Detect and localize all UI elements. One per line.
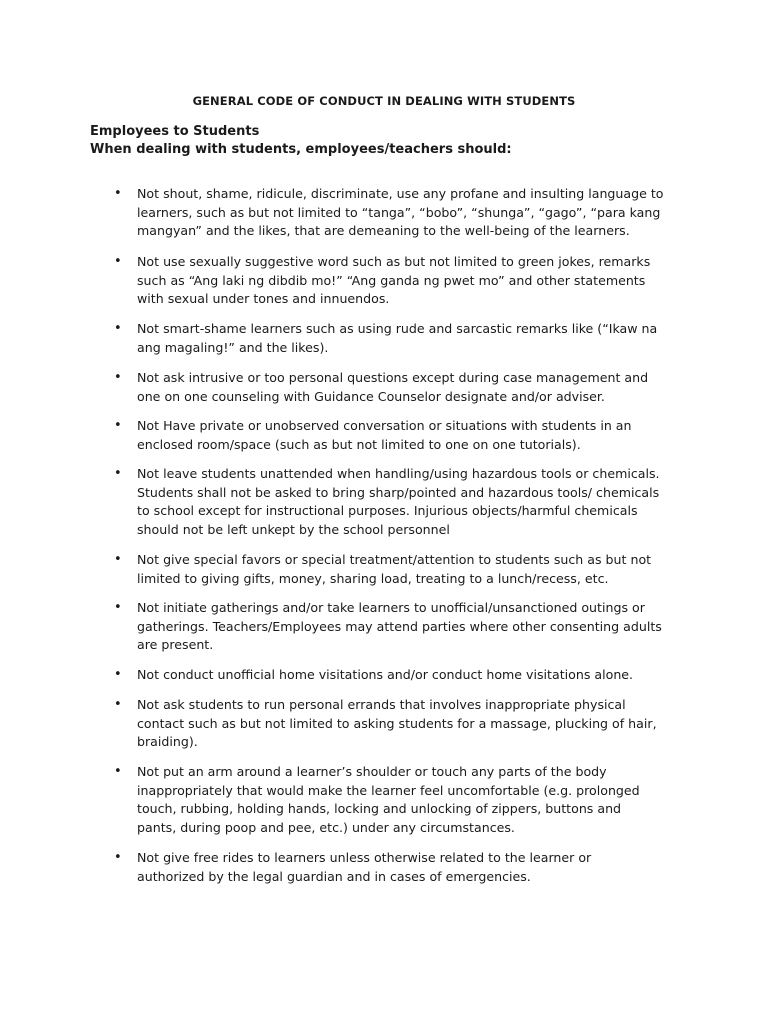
bullet-icon: • [114,667,122,682]
rule-item [114,417,684,454]
bullet-icon: • [114,321,122,336]
rule-text: Not smart-shame learners such as using rude and sarcastic remarks like (“Ikaw na ang magaling!” and the likes). [137,321,658,355]
bullet-icon: • [114,370,122,385]
bullet-icon: • [114,600,122,615]
rule-text: Not use sexually suggestive word such as but not limited to green jokes, remarks such as “Ang laki ng dibdib mo!” “Ang ganda ng pwet mo” and other statements with sexual under tones and innuendos. [137,254,651,307]
rule-item [114,696,684,752]
bullet-icon: • [114,466,122,481]
bullet-icon: • [114,764,122,779]
bullet-icon: • [114,552,122,567]
rule-text: Not give free rides to learners unless otherwise related to the learner or authorized by the legal guardian and in cases of emergencies. [137,850,592,884]
section-heading: Employees to Students [90,124,260,139]
rule-item [114,369,684,406]
bullet-icon: • [114,418,122,433]
rule-text: Not ask students to run personal errands that involves inappropriate physical contact such as but not limited to asking students for a massage, plucking of hair, braiding). [137,697,657,750]
bullet-icon: • [114,697,122,712]
rule-text: Not ask intrusive or too personal questions except during case management and one on one counseling with Guidance Counselor designate and/or adviser. [137,370,649,404]
rule-item [114,666,684,685]
bullet-icon: • [114,850,122,865]
rule-text: Not shout, shame, ridicule, discriminate, use any profane and insulting language to learners, such as but not limited to “tanga”, “bobo”, “shunga”, “gago”, “para kang mangyan” and the likes, that are demeaning to the well-being of the learners. [137,186,664,239]
rule-text: Not leave students unattended when handling/using hazardous tools or chemicals. Students shall not be asked to bring sharp/pointed and hazardous tools/ chemicals to school except for instructional purposes. Injurious objects/harmful chemicals should not be left unkept by the school personnel [137,466,660,537]
rule-item [114,551,684,588]
rule-item [114,465,684,539]
rule-item [114,185,684,241]
rule-item [114,849,684,886]
rule-item [114,320,684,357]
rule-text: Not conduct unofficial home visitations and/or conduct home visitations alone. [137,667,634,682]
rule-text: Not Have private or unobserved conversation or situations with students in an enclosed room/space (such as but not limited to one on one tutorials). [137,418,632,452]
rule-text: Not put an arm around a learner’s shoulder or touch any parts of the body inappropriately that would make the learner feel uncomfortable (e.g. prolonged touch, rubbing, holding hands, locking and unlocking of zippers, buttons and pants, during poop and pee, etc.) under any circumstances. [137,764,640,835]
bullet-icon: • [114,254,122,269]
bullet-icon: • [114,186,122,201]
rule-text: Not initiate gatherings and/or take learners to unofficial/unsanctioned outings or gatherings. Teachers/Employees may attend parties where other consenting adults are present. [137,600,662,653]
rule-item [114,763,684,837]
rule-item [114,599,684,655]
intro-heading: When dealing with students, employees/teachers should: [90,142,512,157]
document-title: GENERAL CODE OF CONDUCT IN DEALING WITH STUDENTS [192,94,576,108]
rule-item [114,253,684,309]
rule-text: Not give special favors or special treatment/attention to students such as but not limited to giving gifts, money, sharing load, treating to a lunch/recess, etc. [137,552,652,586]
